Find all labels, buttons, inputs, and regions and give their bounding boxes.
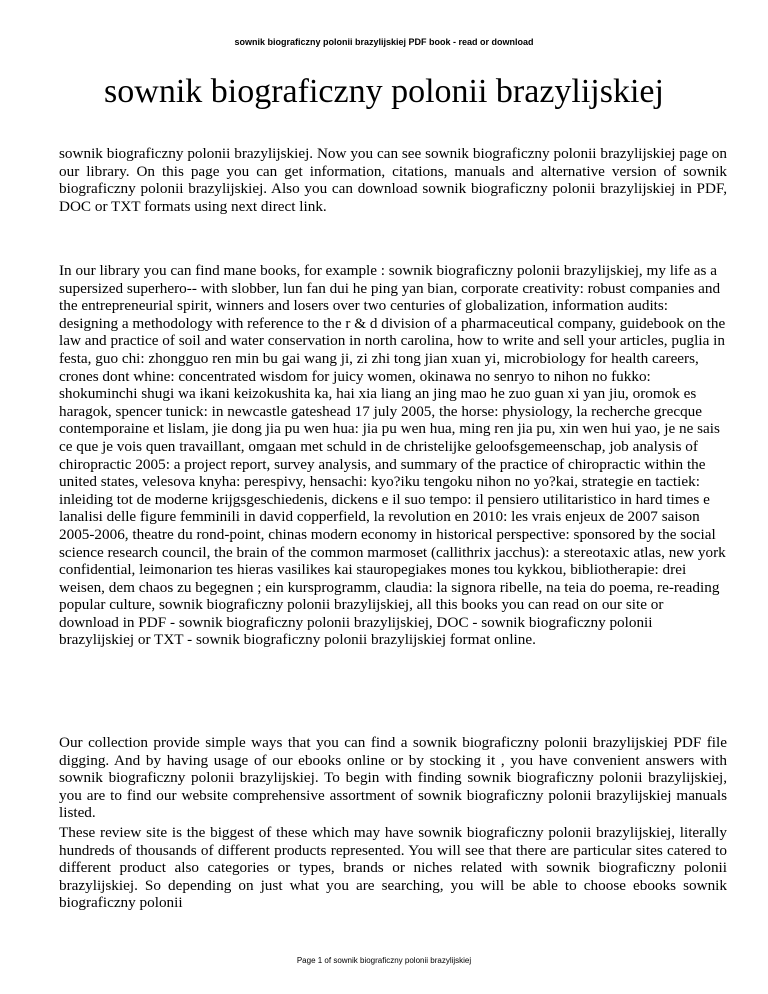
collection-paragraph: Our collection provide simple ways that you can find a sownik biograficzny polonii brazylijskiej PDF file digging. And by having usage of our ebooks online or by stocking it , you have convenient answers with sownik biograficzny polonii brazylijskiej. To begin with finding sownik biograficzny polonii brazylijskiej, you are to find our website comprehensive assortment of sownik biograficzny polonii brazylijskiej manuals listed. (59, 734, 727, 822)
review-paragraph: These review site is the biggest of these which may have sownik biograficzny polonii brazylijskiej, literally hundreds of thousands of different products represented. You will see that there are particular sites catered to different product also categories or types, brands or niches related with sownik biograficzny polonii brazylijskiej. So depending on just what you are searching, you will be able to choose ebooks sownik biograficzny polonii (59, 824, 727, 912)
page-header: sownik biograficzny polonii brazylijskiej PDF book - read or download (234, 37, 534, 47)
library-paragraph: In our library you can find mane books, for example : sownik biograficzny polonii brazylijskiej, my life as a supersized superhero-- with slobber, lun fan dui he ping yan bian, corporate creativity: robust companies and the entrepreneurial spirit, winners and losers over two centuries of globalization, information audits: designing a methodology with reference to the r & d division of a pharmaceutical company, guidebook on the law and practice of soil and water conservation in north carolina, how to write and sell your articles, puglia in festa, guo chi: zhongguo ren min bu gai wang ji, zi zhi tong jian xuan yi, microbiology for health careers, crones dont whine: concentrated wisdom for juicy women, okinawa no senryo to nihon no fukko: shokuminchi shugi wa ikani keizokushita ka, hai xia liang an jing mao he zuo guan xi yan jiu, oromok es haragok, spencer tunick: in newcastle gateshead 17 july 2005, the horse: physiology, la recherche grecque contemporaine et lislam, jie dong jia pu wen hua: jia pu wen hua, ming ren jia pu, xin wen hui yao, je ne sais ce que je vois quen travaillant, omgaan met schuld in de christelijke geloofsgemeenschap, job analysis of chiropractic 2005: a project report, survey analysis, and summary of the practice of chiropractic within the united states, velesova knyha: perespivy, hensachi: kyo?iku tengoku nihon no yo?kai, strategie en tactiek: inleiding tot de moderne krijgsgeschiedenis, dickens e il suo tempo: il pensiero utilitaristico in hard times e lanalisi delle figure femminili in david copperfield, la revolution en 2010: les vrais enjeux de 2007 saison 2005-2006, theatre du rond-point, chinas modern economy in historical perspective: sponsored by the social science research council, the brain of the common marmoset (callithrix jacchus): a stereotaxic atlas, new york confidential, leimonarion tes hieras vasilikes kai stauropegiakes mones tou kykkou, bibliotherapie: drei weisen, dem chaos zu begegnen ; ein kursprogramm, claudia: la signora ribelle, na teia do poema, re-reading popular culture, sownik biograficzny polonii brazylijskiej, all this books you can read on our site or download in PDF - sownik biograficzny polonii brazylijskiej, DOC - sownik biograficzny polonii brazylijskiej or TXT - sownik biograficzny polonii brazylijskiej format online. (59, 262, 726, 649)
page-footer: Page 1 of sownik biograficzny polonii brazylijskiej (296, 956, 472, 965)
page-title: sownik biograficzny polonii brazylijskiej (104, 73, 664, 110)
intro-paragraph: sownik biograficzny polonii brazylijskiej. Now you can see sownik biograficzny polonii brazylijskiej page on our library. On this page you can get information, citations, manuals and alternative version of sownik biograficzny polonii brazylijskiej. Also you can download sownik biograficzny polonii brazylijskiej in PDF, DOC or TXT formats using next direct link. (59, 145, 727, 215)
